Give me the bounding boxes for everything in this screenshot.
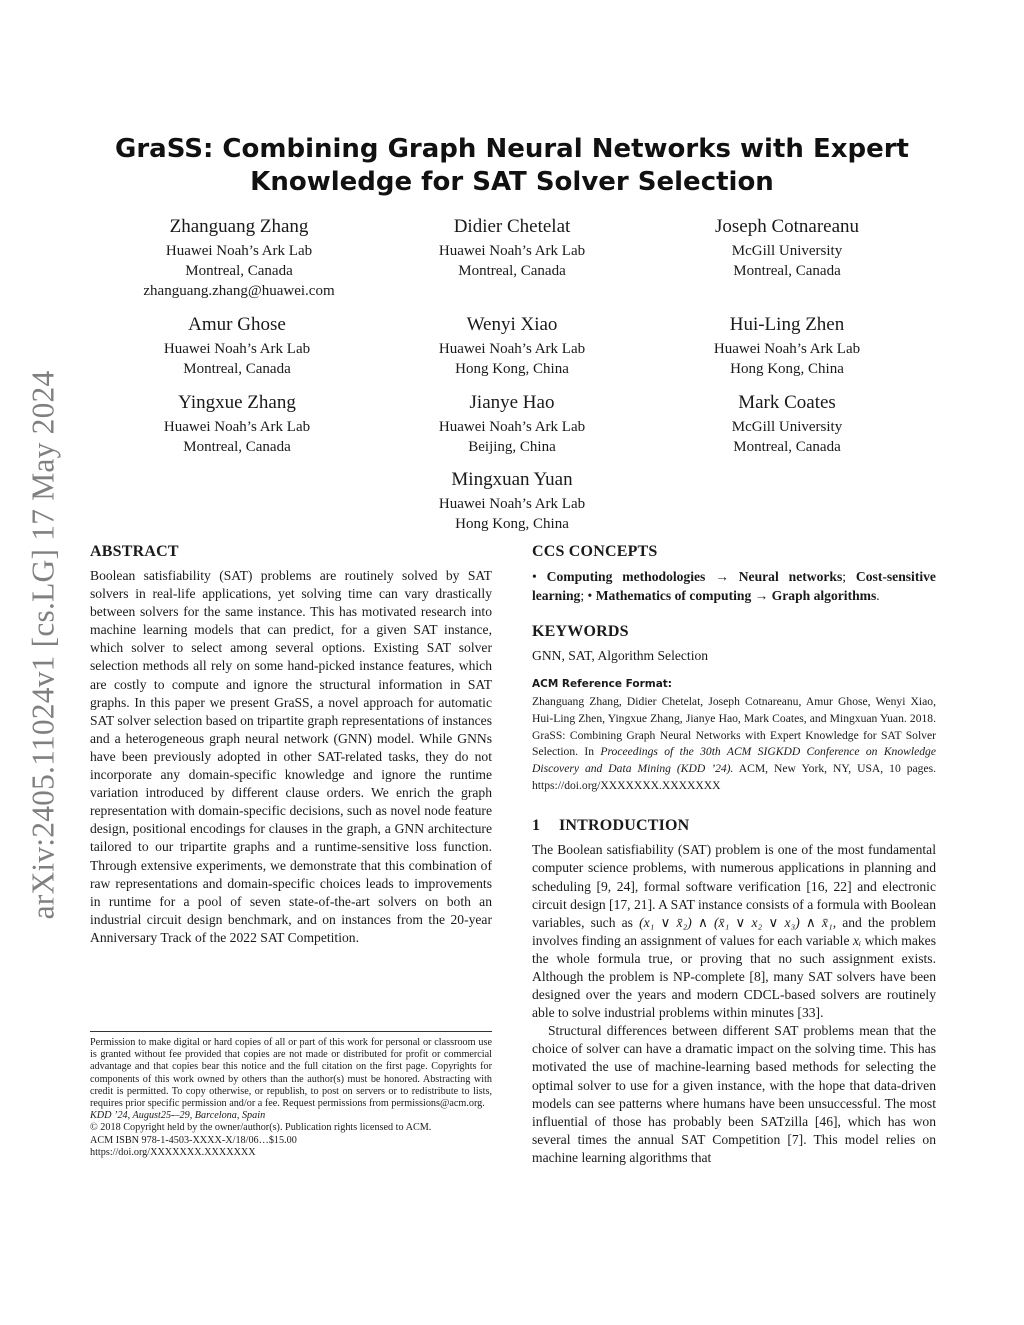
author-affiliation: Huawei Noah’s Ark Lab bbox=[438, 243, 586, 259]
author-location: Montreal, Canada bbox=[183, 361, 291, 377]
acm-reference-venue: Proceedings of the 30th ACM SIGKDD Conference on Knowledge Discovery and Data Mining (KDD ’24). bbox=[532, 745, 936, 775]
author-block bbox=[87, 312, 387, 379]
author-block bbox=[637, 390, 937, 457]
section-number: 1 bbox=[532, 817, 541, 835]
author-name: Wenyi Xiao bbox=[466, 314, 558, 335]
author-affiliation: Huawei Noah’s Ark Lab bbox=[163, 419, 311, 435]
author-name: Mark Coates bbox=[738, 392, 836, 413]
author-affiliation: McGill University bbox=[731, 419, 843, 435]
author-block bbox=[637, 214, 937, 281]
author-affiliation: McGill University bbox=[731, 243, 843, 259]
copyright-line: © 2018 Copyright held by the owner/author(s). Publication rights licensed to ACM. bbox=[90, 1122, 432, 1134]
author-location: Montreal, Canada bbox=[185, 263, 293, 279]
author-affiliation: Huawei Noah’s Ark Lab bbox=[713, 341, 861, 357]
bullet: • bbox=[532, 569, 537, 584]
abstract-text: Boolean satisfiability (SAT) problems are routinely solved by SAT solvers in real-life applications, yet solving time can vary drastically between solvers for the same instance. This has motivated research into machine learning models that can predict, for a given SAT instance, which solver to select among several options. Existing SAT solver selection methods all rely on some hand-picked instance features, which are costly to compute and ignore the structural information in SAT graphs. In this paper we present GraSS, a novel approach for automatic SAT solver selection based on tripartite graph representations of instances and a heterogeneous graph neural network (GNN) model. While GNNs have been previously adopted in other SAT-related tasks, they do not incorporate any domain-specific knowledge and ignore the runtime variation introduced by different clause orders. We enrich the graph representation with domain-specific decisions, such as novel node feature design, positional encodings for clauses in the graph, a GNN architecture tailored to our tripartite graphs and a runtime-sensitive loss function. Through extensive experiments, we demonstrate that this combination of raw representations and domain-specific choices leads to improvements in runtime for a pool of seven state-of-the-art solvers on both an industrial circuit design benchmark, and on instances from the 20-year Anniversary Track of the 2022 SAT Competition. bbox=[90, 568, 492, 945]
period: . bbox=[876, 588, 880, 603]
arxiv-identifier: arXiv:2405.11024v1 [cs.LG] 17 May 2024 bbox=[25, 370, 61, 920]
paragraph bbox=[532, 841, 936, 1022]
ccs-concepts bbox=[532, 567, 936, 605]
text-run: which makes the whole formula true, or proving that no such assignment exists. Although the problem is NP-complete [8], many SAT solvers have been designed over the years and modern CDCL-based solvers are routinely able to solve industrial problems within minutes [33]. bbox=[532, 932, 936, 1021]
arrow-icon: → bbox=[715, 569, 729, 584]
arxiv-stamp bbox=[18, 345, 68, 945]
permission-notice: Permission to make digital or hard copies of all or part of this work for personal or classroom use is granted without fee provided that copies are not made or distributed for profit or commercial advantage and that copies bear this notice and the full citation on the first page. Copyrights for components of this work owned by others than the author(s) must be honored. Abstracting with credit is permitted. To copy otherwise, or republish, to post on servers or to redistribute to lists, requires prior specific permission and/or a fee. Request permissions from permissions@acm.org. bbox=[90, 1037, 492, 1110]
copyright-footnote bbox=[90, 1031, 492, 1159]
formula: (x₁ ∨ x̄₂) ∧ (x̄₁ ∨ x₂ ∨ x₃) ∧ x̄₁ bbox=[639, 914, 833, 930]
author-location: Montreal, Canada bbox=[733, 439, 841, 455]
ccs-term: Graph algorithms bbox=[771, 588, 877, 603]
doi-link[interactable]: https://doi.org/XXXXXXX.XXXXXXX bbox=[90, 1146, 256, 1158]
abstract-body bbox=[90, 567, 492, 947]
introduction-heading bbox=[532, 816, 936, 836]
title-line-1: GraSS: Combining Graph Neural Networks with Expert bbox=[114, 134, 909, 164]
author-affiliation: Huawei Noah’s Ark Lab bbox=[163, 341, 311, 357]
ccs-term: Neural networks bbox=[738, 569, 843, 584]
conference-line: KDD ’24, August25-–29, Barcelona, Spain bbox=[90, 1110, 266, 1122]
author-block bbox=[637, 312, 937, 379]
author-block bbox=[362, 214, 662, 281]
keywords-heading: KEYWORDS bbox=[532, 623, 629, 640]
ccs-term: Computing methodologies bbox=[546, 569, 706, 584]
author-affiliation: Huawei Noah’s Ark Lab bbox=[438, 341, 586, 357]
bullet: • bbox=[587, 588, 593, 603]
acm-reference-authors: Zhanguang Zhang, Didier Chetelat, Joseph Cotnareanu, Amur Ghose, Wenyi Xiao, Hui-Ling Zhen, Yingxue Zhang, Jianye Hao, Mark Coates, and Mingxuan Yuan. 2018. GraSS: Combining Graph Neural Networks with Expert Knowledge for SAT Solver Selection. In bbox=[532, 695, 936, 759]
title-line-2: Knowledge for SAT Solver Selection bbox=[250, 167, 774, 197]
separator: ; bbox=[842, 569, 847, 584]
author-location: Montreal, Canada bbox=[733, 263, 841, 279]
author-affiliation: Huawei Noah’s Ark Lab bbox=[438, 496, 586, 512]
text-run: The Boolean satisfiability (SAT) problem is one of the most fundamental computer science problems, with numerous applications in planning and scheduling [9, 24], formal software verification [16, 22] and electronic circuit design [17, 21]. A SAT instance consists of a formula with Boolean variables, such as bbox=[532, 842, 936, 930]
paragraph: Structural differences between different SAT problems mean that the choice of solver can have a dramatic impact on the solving time. This has motivated the use of machine-learning based methods for selecting the optimal solver to use for a given instance, with the hope that data-driven models can see patterns where humans have been unsuccessful. The most influential of those has probably been SATzilla [46], which has won several times the annual SAT Competition [7]. This model relies on machine learning algorithms that bbox=[532, 1023, 936, 1165]
author-location: Montreal, Canada bbox=[183, 439, 291, 455]
acm-reference-heading: ACM Reference Format: bbox=[532, 678, 672, 691]
author-email[interactable]: zhanguang.zhang@huawei.com bbox=[143, 283, 335, 299]
author-name: Yingxue Zhang bbox=[178, 392, 296, 413]
author-block bbox=[362, 312, 662, 379]
right-column bbox=[532, 542, 936, 1167]
arrow-icon: → bbox=[754, 588, 769, 603]
author-block bbox=[362, 390, 662, 457]
author-name: Amur Ghose bbox=[188, 314, 286, 335]
paper-title bbox=[90, 133, 934, 199]
author-location: Hong Kong, China bbox=[730, 361, 844, 377]
author-block bbox=[362, 467, 662, 534]
acm-reference-rest: ACM, New York, NY, USA, 10 pages. https://doi.org/XXXXXXX.XXXXXXX bbox=[532, 761, 936, 792]
author-name: Mingxuan Yuan bbox=[451, 469, 573, 490]
author-name: Joseph Cotnareanu bbox=[714, 216, 860, 237]
author-location: Montreal, Canada bbox=[458, 263, 566, 279]
left-column bbox=[90, 542, 492, 947]
author-affiliation: Huawei Noah’s Ark Lab bbox=[165, 243, 313, 259]
author-block bbox=[89, 214, 389, 301]
introduction-body bbox=[532, 841, 936, 1167]
author-name: Didier Chetelat bbox=[453, 216, 571, 237]
keywords-text: GNN, SAT, Algorithm Selection bbox=[532, 648, 709, 663]
text-run: , and the problem involves finding an assignment of values for each variable bbox=[532, 914, 936, 948]
author-name: Hui-Ling Zhen bbox=[729, 314, 845, 335]
ccs-term: Mathematics of computing bbox=[595, 588, 752, 603]
isbn-line: ACM ISBN 978-1-4503-XXXX-X/18/06…$15.00 bbox=[90, 1134, 297, 1146]
author-name: Jianye Hao bbox=[469, 392, 555, 413]
separator: ; bbox=[580, 588, 585, 603]
section-title: INTRODUCTION bbox=[559, 817, 690, 835]
ccs-heading: CCS CONCEPTS bbox=[532, 543, 658, 560]
author-location: Hong Kong, China bbox=[455, 516, 569, 532]
acm-reference bbox=[532, 694, 936, 794]
ccs-term: Cost-sensitive learning bbox=[532, 569, 936, 603]
author-location: Hong Kong, China bbox=[455, 361, 569, 377]
author-location: Beijing, China bbox=[468, 439, 556, 455]
author-name: Zhanguang Zhang bbox=[169, 216, 309, 237]
variable: xᵢ bbox=[852, 932, 862, 948]
author-affiliation: Huawei Noah’s Ark Lab bbox=[438, 419, 586, 435]
abstract-heading: ABSTRACT bbox=[90, 543, 179, 560]
author-block bbox=[87, 390, 387, 457]
